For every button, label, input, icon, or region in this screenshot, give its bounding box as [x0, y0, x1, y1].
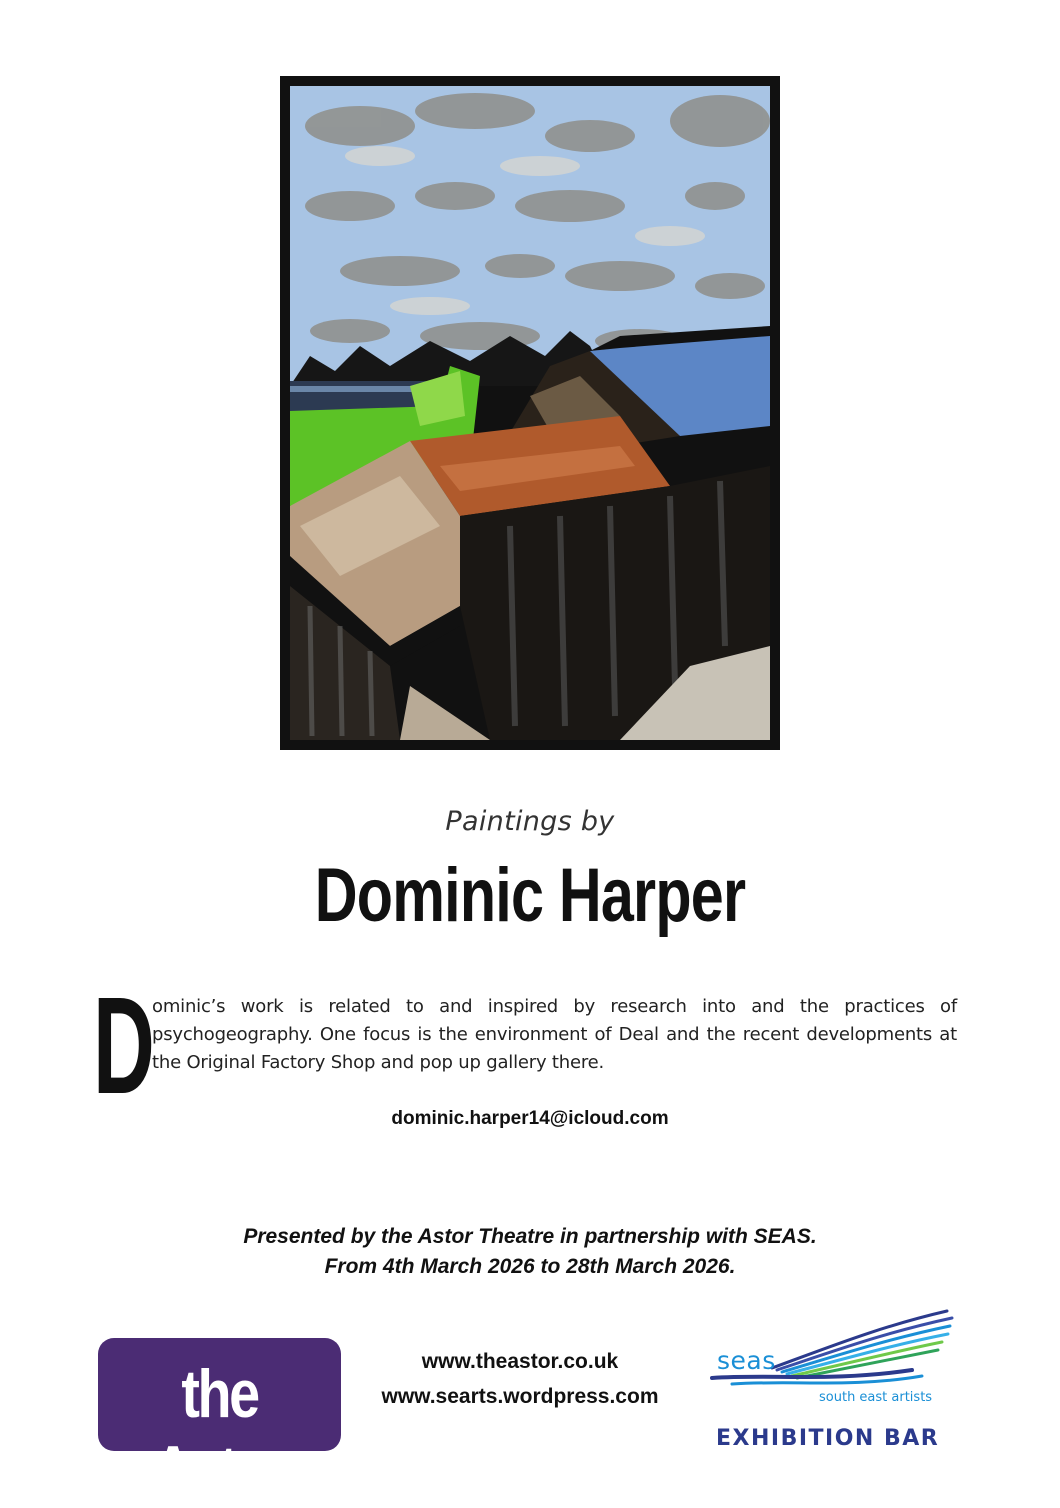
email-link[interactable]: dominic.harper14@icloud.com [391, 1108, 669, 1129]
websites [360, 1344, 680, 1414]
astor-logo [98, 1338, 341, 1508]
astor-logo-text: the Astor [152, 1356, 287, 1508]
bio-text: ominic’s work is related to and inspired by research into and the practices of psychogeography. One focus is the environment of Deal and the recent developments at the Original Factory Shop and pop up gallery there. [152, 996, 957, 1073]
seas-word: seas [717, 1346, 776, 1375]
dropcap-letter: D [93, 969, 155, 1123]
website-seas-link[interactable]: www.searts.wordpress.com [381, 1385, 659, 1408]
artist-name: Dominic Harper [314, 853, 746, 938]
website-astor-link[interactable]: www.theastor.co.uk [421, 1350, 619, 1373]
presented-line-2: From 4th March 2026 to 28th March 2026. [324, 1255, 736, 1278]
painting-frame [280, 76, 780, 750]
seas-tagline: south east artists [819, 1390, 933, 1405]
bio-dropcap [93, 969, 155, 1123]
presented-block [0, 1222, 1060, 1282]
presented-line-1: Presented by the Astor Theatre in partnership with SEAS. [243, 1225, 817, 1248]
exhibition-bar-label: EXHIBITION BAR [716, 1426, 940, 1451]
subtitle: Paintings by [445, 806, 615, 837]
seas-logo [712, 1306, 962, 1456]
landscape-painting [290, 86, 770, 740]
